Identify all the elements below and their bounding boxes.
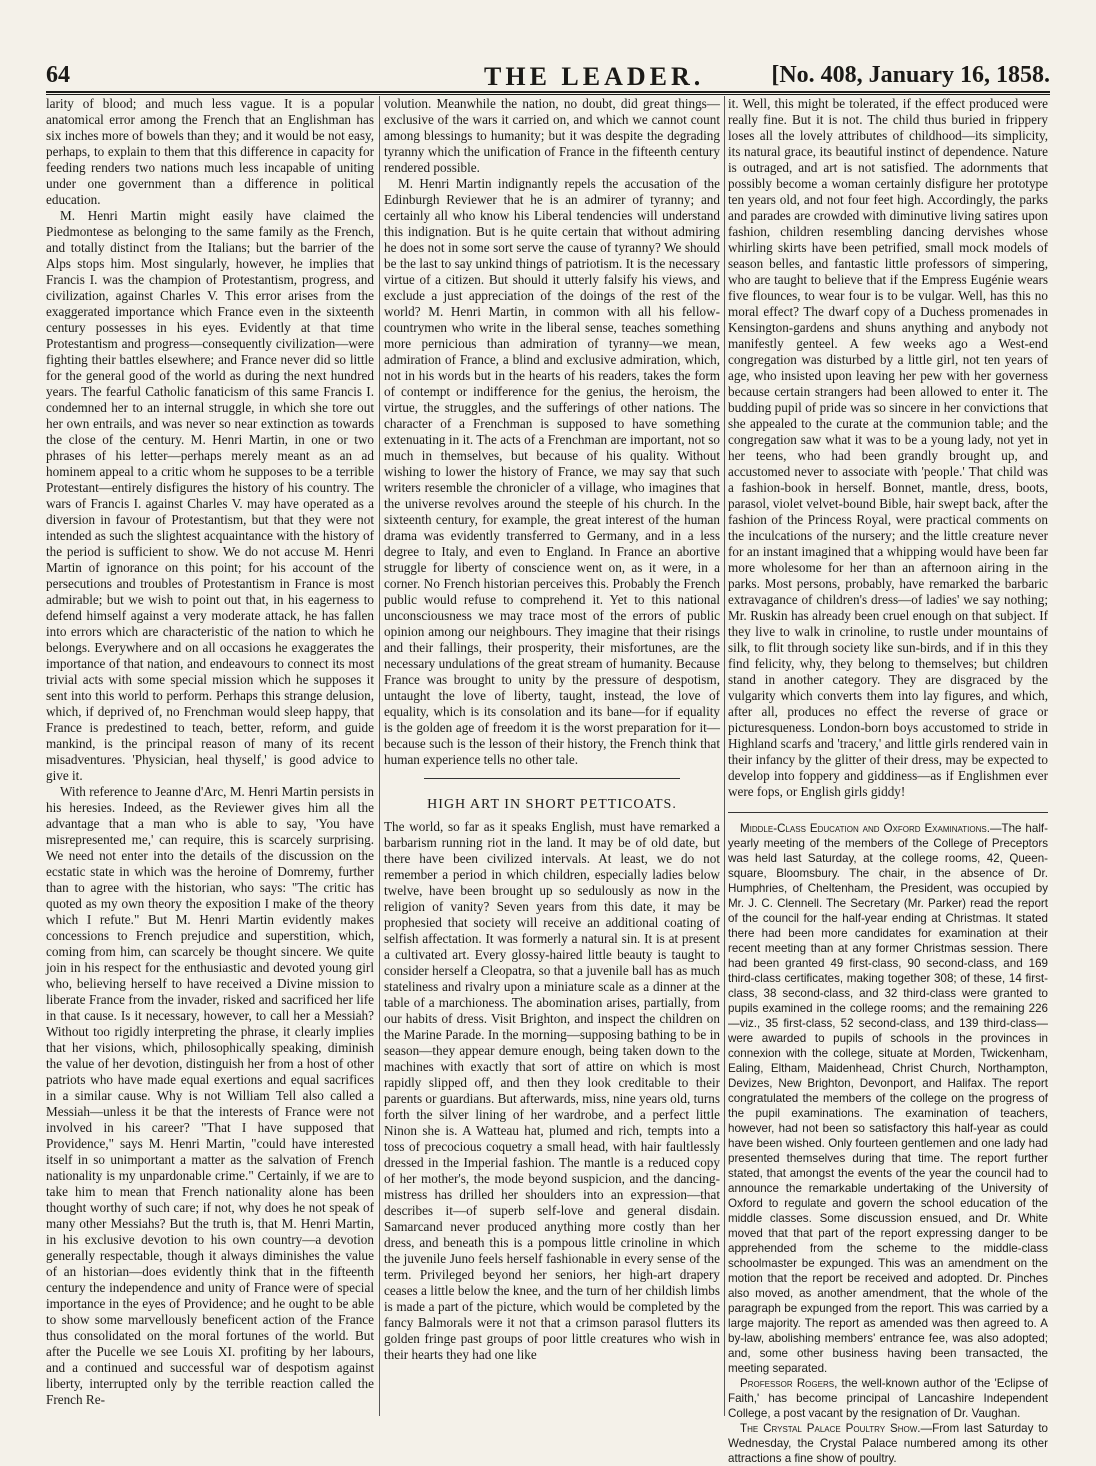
newspaper-title: THE LEADER. bbox=[484, 62, 705, 91]
news-item bbox=[728, 1421, 1048, 1466]
paragraph: The world, so far as it speaks English, must have remarked a barbarism running riot in the land. It may be of old date, but there have been civilized intervals. At least, we do not remember a period in which children, especially ladies below twelve, have been brought up so sedulously as now in the religion of vanity? Seven years from this date, it may be prophesied that society will receive an additional coating of selfish affectation. It was formerly a natural sin. It is at present a cultivated art. Every glossy-haired little beauty is taught to consider herself a Cleopatra, so that a juvenile ball has as much stateliness and rivalry upon a miniature scale as a dinner at the table of a marchioness. The abomination arises, partially, from our habits of dress. Visit Brighton, and inspect the children on the Marine Parade. In the morning—supposing bathing to be in season—they appear demure enough, being taken down to the machines with exactly that sort of attire on which is most rapidly slipped off, and then they look creditable to their parents or guardians. But afterwards, miss, nine years old, turns forth the silver lining of her wardrobe, and a perfect little Ninon she is. A Watteau hat, plumed and rich, tempts into a toss of precocious coquetry a small head, with hair faultlessly dressed in the Imperial fashion. The mantle is a reduced copy of her mother's, the mode beyond suspicion, and the dancing-mistress has drilled her shoulders into an expression—that describes it—of superb self-love and general disdain. Samarcand never produced anything more costly than her dress, and beneath this is a pompous little crinoline in which the juvenile Juno feels herself fashionable in every sense of the term. Privileged beyond her seniors, her high-art drapery ceases a little below the knee, and the turn of her childish limbs is made a part of the picture, which would be completed by the fancy Balmorals were it not that a crimson parasol flutters its golden fringe past groups of poor little creatures who wish in their hearts they had one like bbox=[384, 819, 720, 1362]
section-rule bbox=[728, 812, 1048, 813]
paragraph: larity of blood; and much less vague. It is a popular anatomical error among the French that an Englishman has six inches more of bowels than they; and it would be not easy, perhaps, to explain to them that this difference in capacity for feeding renders two nations much less incapable of uniting under one government than a difference in political education. bbox=[46, 96, 374, 207]
section-rule bbox=[424, 778, 680, 779]
paragraph: volution. Meanwhile the nation, no doubt, did great things—exclusive of the wars it carried on, and which we cannot count among blessings to humanity; but it was despite the degrading tyranny which the unification of France in the fifteenth century rendered possible. bbox=[384, 96, 720, 175]
section-heading: HIGH ART IN SHORT PETTICOATS. bbox=[427, 797, 677, 812]
news-item-text: —From last Saturday to Wednesday, the Crystal Palace numbered among its other attractions a fine show of poultry. bbox=[728, 1422, 1048, 1465]
column-divider bbox=[724, 96, 725, 1416]
paragraph: it. Well, this might be tolerated, if the effect produced were really fine. But it is not. The child thus buried in frippery loses all the lovely attributes of childhood—its simplicity, its natural grace, its beautiful instinct of dependence. Nature is outraged, and art is not satisfied. The adornments that possibly become a woman certainly disfigure her prototype ten years old, and not four feet high. Accordingly, the parks and parades are crowded with diminutive living satires upon fashion, children resembling dancing dervishes whose whirling skirts have been petrified, small mock models of season belles, and fantastic little professors of simpering, who are taught to believe that if the Empress Eugénie wears five flounces, to wear four is to be vulgar. Well, has this no moral effect? The dwarf copy of a Duchess promenades in Kensington-gardens and shuns anything and anybody not manifestly genteel. A few weeks ago a West-end congregation was disturbed by a little girl, not ten years of age, who insisted upon leaving her pew with her governess because certain strangers had been allowed to enter it. The budding pupil of pride was so sincere in her convictions that she appealed to the curate at the communion table; and the congregation saw what it was to be a young lady, not yet in her teens, who had been grandly brought up, and accustomed never to associate with 'people.' That child was a fashion-book in herself. Bonnet, mantle, dress, boots, parasol, violet velvet-bound Bible, hair swept back, after the fashion of the Princess Royal, were practical comments on the inculcations of the nursery; and the little creature never for an instant imagined that a whipping would have been far more wholesome for her than an afternoon airing in the parks. Most persons, probably, have remarked the barbaric extravagance of children's dress—of ladies' we say nothing; Mr. Ruskin has already been cruel enough on that subject. If they live to walk in crinoline, to rustle under mountains of silk, to flit through society like sun-birds, and if in this they find felicity, why, they belong to themselves; but children stand in another category. They are disgraced by the vulgarity which converts them into lay figures, and which, after all, produces no effect the reverse of grace or picturesqueness. London-born boys accustomed to stride in Highland scarfs and 'tracery,' and little girls rendered vain in their infancy by the glitter of their dress, may be expected to develop into foppery and giddiness—as if Englishmen ever were fops, or English girls giddy! bbox=[728, 96, 1048, 799]
news-item bbox=[728, 821, 1048, 1376]
paragraph: M. Henri Martin might easily have claimed the Piedmontese as belonging to the same family as the French, and totally distinct from the Italians; but the barrier of the Alps stops him. Most singularly, however, he implies that Francis I. was the champion of Protestantism, progress, and civilization, against Charles V. This error arises from the exaggerated importance which France even in the sixteenth century possesses in his eyes. Evidently at that time Protestantism and progress—consequently civilization—were fighting their battles elsewhere; and France never did so little for the general good of the world as during the next hundred years. The fearful Catholic fanaticism of this same Francis I. condemned her to an internal struggle, in which she tore out her own entrails, and was never so near extinction as towards the close of the century. M. Henri Martin, in one or two phrases of his letter—perhaps merely meant as an ad hominem appeal to a critic whom he supposes to be a terrible Protestant—entirely disfigures the history of his country. The wars of Francis I. against Charles V. may have operated as a diversion in favour of Protestantism, but that they were not intended as such the slightest acquaintance with the history of the period is sufficient to show. We do not accuse M. Henri Martin of ignorance on this point; for his account of the persecutions and troubles of Protestantism in France is most admirable; but we wish to point out that, in his eagerness to defend himself against a very moderate attack, he has fallen into errors which are characteristic of the nation to which he belongs. Everywhere and on all occasions he exaggerates the importance of that nation, and endeavours to connect its most trivial acts with some special mission which he supposes it sent into this world to perform. Perhaps this strange delusion, which, if deprived of, no Frenchman would sleep happy, that France is predestined to teach, better, reform, and guide mankind, is the principal reason of many of its recent misadventures. 'Physician, heal thyself,' is good advice to give it. bbox=[46, 208, 374, 783]
page-number: 64 bbox=[46, 62, 70, 88]
news-item-lead: The Crystal Palace Poultry Show. bbox=[740, 1422, 921, 1435]
news-item-lead: Middle-Class Education and Oxford Examinations. bbox=[740, 822, 990, 835]
news-item-lead: Professor Rogers, bbox=[740, 1377, 838, 1390]
header-rule bbox=[46, 91, 1050, 93]
column-divider bbox=[379, 96, 380, 1416]
news-item-text: —The half-yearly meeting of the members of the College of Preceptors was held last Saturday, at the college rooms, 42, Queen-square, Bloomsbury. The chair, in the absence of Dr. Humphries, of Cheltenham, the President, was occupied by Mr. J. C. Clennell. The Secretary (Mr. Parker) read the report of the council for the half-year ending at Christmas. It stated there had been more candidates for examination at their recent meeting than at any former Christmas session. There had been granted 49 first-class, 90 second-class, and 169 third-class certificates, making together 308; of these, 14 first-class, 38 second-class, and 32 third-class were granted to pupils examined in the college rooms; and the remaining 226—viz., 35 first-class, 52 second-class, and 139 third-class—were awarded to pupils of schools in the provinces in connexion with the college, situate at Morden, Twickenham, Ealing, Eltham, Maidenhead, Christ Church, Northampton, Devizes, New Brighton, Devonport, and Halifax. The report congratulated the members of the college on the progress of the pupil examinations. The examination of teachers, however, had not been so satisfactory this half-year as could have been wished. Only fourteen gentlemen and one lady had presented themselves during that time. The report further stated, that amongst the events of the year the council had to announce the remarkable undertaking of the University of Oxford to regulate and govern the school education of the middle classes. Some discussion ensued, and Dr. White moved that that part of the report expressing danger to be apprehended from the scheme to the middle-class schoolmaster be expunged. This was an amendment on the motion that the report be received and adopted. Dr. Pinches also moved, as another amendment, that the whole of the paragraph be expunged from the report. This was carried by a large majority. The report as amended was then agreed to. A by-law, abolishing members' entrance fee, was also adopted; and, some other business having been transacted, the meeting separated. bbox=[728, 822, 1048, 1375]
issue-info: [No. 408, January 16, 1858. bbox=[771, 62, 1050, 88]
news-notes bbox=[728, 821, 1048, 1466]
column-3 bbox=[728, 96, 1048, 1465]
paragraph: With reference to Jeanne d'Arc, M. Henri Martin persists in his heresies. Indeed, as the Reviewer gives him all the advantage that a man who is able to say, 'You have misrepresented me,' can require, this is scarcely surprising. We need not enter into the details of the discussion on the ecstatic state in which was the heroine of Domremy, further than to agree with the historian, who says: "The critic has quoted as my own theory the exposition I make of the theory which I refute." But M. Henri Martin evidently makes concessions to French prejudice and superstition, which, coming from him, can scarcely be thought sincere. We quite join in his respect for the enthusiastic and devoted young girl who, believing herself to have received a Divine mission to liberate France from the invader, risked and sacrificed her life in that cause. Is it necessary, however, to call her a Messiah? Without too rigidly interpreting the phrase, it clearly implies that her visions, which, philosophically speaking, diminish the value of her devotion, distinguish her from a host of other patriots who have made equal exertions and equal sacrifices in a similar cause. Why is not William Tell also called a Messiah—unless it be that the interests of France were not involved in his career? "That I have supposed that Providence," says M. Henri Martin, "could have interested itself in so unimportant a matter as the salvation of French nationality is my unpardonable crime." Certainly, if we are to take him to mean that French nationality alone has been thought worthy of such care; if not, why does he not speak of many other Messiahs? But the truth is, that M. Henri Martin, in his exclusive devotion to his own country—a devotion generally respectable, though it always diminishes the value of an historian—does evidently think that in the fifteenth century the independence and unity of France were of special importance in the eyes of Providence; and he ought to be able to show some marvellously beneficent action of the France thus consolidated on the moral fortunes of the world. But after the Pucelle we see Louis XI. profiting by her labours, and a continued and successful war of despotism against liberty, interrupted only by the terrible reaction called the French Re- bbox=[46, 784, 374, 1407]
news-item bbox=[728, 1376, 1048, 1421]
page-header bbox=[46, 62, 1050, 92]
paragraph: M. Henri Martin indignantly repels the accusation of the Edinburgh Reviewer that he is an admirer of tyranny; and certainly all who know his Liberal tendencies will understand this indignation. But is he quite certain that without admiring he does not in some sort serve the cause of tyranny? We should be the last to say unkind things of patriotism. It is the necessary virtue of a citizen. But should it utterly falsify his views, and exclude a just appreciation of the doings of the rest of the world? M. Henri Martin, in common with all his fellow-countrymen who write in the liberal sense, teaches something more pernicious than admiration of tyranny—we mean, admiration of France, a blind and exclusive admiration, which, not in his words but in the hearts of his readers, takes the form of contempt or indifference for the genius, the heroism, the virtue, the struggles, and the sufferings of other nations. The character of a Frenchman is supposed to have something extenuating in it. The acts of a Frenchman are important, not so much in themselves, but because of his quality. Without wishing to lower the history of France, we may say that such writers resemble the chronicler of a village, who imagines that the universe revolves around the steeple of his church. In the sixteenth century, for example, the great interest of the human drama was evidently transferred to Germany, and in a less degree to Italy, and even to England. In France an abortive struggle for liberty of conscience went on, as it were, in a corner. No French historian perceives this. Probably the French public would refuse to comprehend it. Yet to this national unconsciousness we may trace most of the errors of public opinion among our neighbours. They imagine that their risings and their fallings, their prosperity, their misfortunes, are the necessary undulations of the great stream of humanity. Because France was brought to unity by the pressure of despotism, untaught the love of liberty, taught, instead, the love of equality, which is its consolation and its bane—for if equality is the golden age of freedom it is the worst preparation for it—because such is the lesson of their history, the French think that human experience tells no other tale. bbox=[384, 176, 720, 767]
column-1 bbox=[46, 96, 374, 1416]
column-2 bbox=[384, 96, 720, 1416]
news-item-text: the well-known author of the 'Eclipse of Faith,' has become principal of Lancashire Independent College, a post vacant by the resignation of Dr. Vaughan. bbox=[728, 1377, 1048, 1420]
header-rule-thin bbox=[46, 94, 1050, 95]
